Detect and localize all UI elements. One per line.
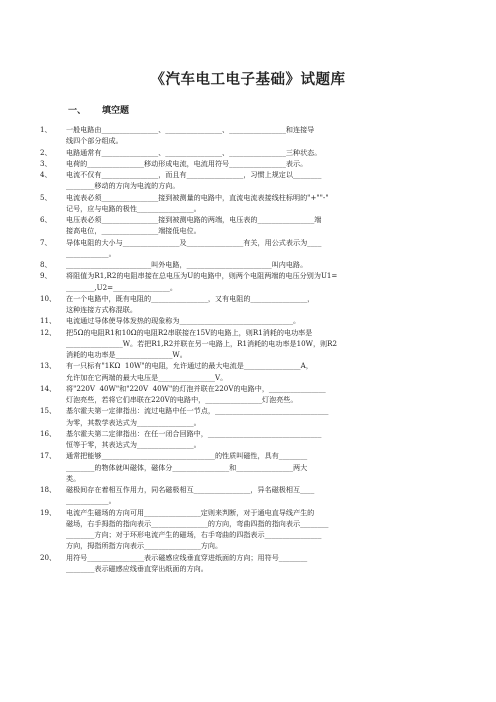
question-number: 15、 xyxy=(40,406,57,416)
question-text-continued: 消耗的电功率是________________W。 xyxy=(66,350,187,359)
question-item xyxy=(40,270,452,293)
question-item xyxy=(40,360,452,383)
question-number: 5、 xyxy=(40,192,52,202)
question-item xyxy=(40,192,452,215)
question-item xyxy=(40,293,452,316)
question-text-continued: 为零，其数学表达式为________________。 xyxy=(66,417,201,427)
question-text: 电荷的________________移动形成电流，电流用符号________________表示。 xyxy=(66,158,308,168)
page-title: 《汽车电工电子基础》试题库 xyxy=(150,71,346,88)
question-text-continued: 记号，应与电路的极性________________。 xyxy=(66,203,201,213)
question-number: 1、 xyxy=(40,125,52,134)
question-text: 电流通过导体使导体发热的现象称为________________________________。 xyxy=(66,316,301,326)
question-text: 一般电路由________________、________________、________________和连接导 xyxy=(66,125,315,134)
question-text: 基尔霍夫第二定律指出：在任一闭合回路中，________________________________ xyxy=(66,428,322,438)
question-text: 将阻值为R1,R2的电阻串接在总电压为U的电路中，则两个电阻两端的电压分别为U1= xyxy=(66,271,338,281)
question-number: 7、 xyxy=(40,237,52,247)
section-label: 填空题 xyxy=(102,106,130,116)
question-text-continued: 接高电位，________________端接低电位。 xyxy=(66,226,201,236)
question-number: 12、 xyxy=(40,327,57,337)
question-number: 20、 xyxy=(40,552,57,562)
question-number: 13、 xyxy=(40,361,57,371)
question-text: 电路通常有________________、________________、________________三种状态。 xyxy=(66,147,322,157)
question-item xyxy=(40,237,452,260)
question-text-continued: ________,U2=________________。 xyxy=(66,282,177,292)
question-item xyxy=(40,428,452,451)
question-text: 在一个电路中，既有电阻的________________，又有电阻的________________， xyxy=(66,293,315,303)
question-text-continued: ____________。 xyxy=(66,248,116,258)
question-text: 通常把能够________________________________的性质叫磁性，具有________ xyxy=(66,451,308,461)
question-text-continued: 磁场，右手拇指的指向表示________________的方向，弯曲四指的指向表示________ xyxy=(66,518,329,528)
question-item xyxy=(40,327,452,361)
question-item xyxy=(40,383,452,406)
question-text-continued: 类。 xyxy=(66,473,81,483)
question-number: 8、 xyxy=(40,260,52,269)
question-number: 17、 xyxy=(40,451,57,461)
question-text: 电流不仅有________________，而且有________________，习惯上规定以________ xyxy=(66,170,322,179)
question-item xyxy=(40,484,452,507)
question-list xyxy=(40,124,452,574)
question-number: 19、 xyxy=(40,507,57,517)
question-text-continued: ________移动的方向为电流的方向。 xyxy=(66,181,180,191)
question-text: 电流表必须________________接到被测量的电路中，直流电流表接线柱标明的"+""-" xyxy=(66,192,329,202)
question-item xyxy=(40,124,452,147)
question-item xyxy=(40,507,452,552)
question-text-continued: 这种连接方式称混联。 xyxy=(66,305,137,314)
question-text: 把5Ω的电阻R1和10Ω的电阻R2串联接在15V的电路上，则R1消耗的电功率是 xyxy=(66,327,313,337)
question-text-continued: 允许加在它两端的最大电压是________________V。 xyxy=(66,372,228,382)
question-text-continued: ________方向；对于环形电流产生的磁场，右手弯曲的四指表示________________ xyxy=(66,530,322,539)
question-item xyxy=(40,169,452,192)
question-text-continued: ________的物体就叫磁体，磁体分________________和________________两大 xyxy=(66,462,308,472)
question-number: 2、 xyxy=(40,147,52,157)
question-item xyxy=(40,552,452,575)
question-text: 将"220V 40W"和"220V 40W"的灯泡并联在220V的电路中，________________ xyxy=(66,383,326,393)
question-text-continued: ____________。 xyxy=(66,496,116,506)
question-text-continued: ________表示磁感应线垂直穿出纸面的方向。 xyxy=(66,563,208,573)
question-text-continued: 恒等于零，其表达式为________________。 xyxy=(66,440,201,449)
question-number: 9、 xyxy=(40,271,52,281)
question-number: 16、 xyxy=(40,428,57,438)
question-item xyxy=(40,214,452,237)
question-text-continued: ________________W。若把R1,R2并联在另一电路上，R1消耗的电功率是10W，则R2 xyxy=(66,338,337,348)
question-number: 18、 xyxy=(40,485,57,494)
section-number: 一、 xyxy=(68,106,87,116)
question-text: 电压表必须________________接到被测电路的两端，电压表的________________端 xyxy=(66,215,322,224)
question-number: 14、 xyxy=(40,383,57,393)
question-item xyxy=(40,147,452,158)
question-text: 磁极间存在着相互作用力，同名磁极相互________________，异名磁极相互____ xyxy=(66,485,315,494)
question-text-continued: 灯泡亮些，若将它们串联在220V的电路中，________________灯泡亮些。 xyxy=(66,395,298,404)
question-number: 6、 xyxy=(40,215,52,224)
question-text-continued: 线四个部分组成。 xyxy=(66,136,123,146)
question-text: 有一只标有"1KΩ 10W"的电阻，允许通过的最大电流是________________A， xyxy=(66,361,313,371)
question-number: 4、 xyxy=(40,170,52,179)
question-text: ________________________叫外电路，________________________叫内电路。 xyxy=(66,260,308,269)
question-number: 11、 xyxy=(40,316,57,326)
question-text: 基尔霍夫第一定律指出：流过电路中任一节点，________________________________ xyxy=(66,406,329,416)
question-text: 导体电阻的大小与________________及________________有关，用公式表示为____ xyxy=(66,237,322,247)
question-number: 10、 xyxy=(40,293,57,303)
question-text-continued: 方向，拇指所指方向表示________________方向。 xyxy=(66,541,223,551)
question-text: 用符号________________表示磁感应线垂直穿进纸面的方向；用符号________ xyxy=(66,552,308,562)
question-item xyxy=(40,158,452,169)
question-item xyxy=(40,405,452,428)
question-text: 电流产生磁场的方向可用________________定则来判断，对于通电直导线产生的 xyxy=(66,507,315,517)
question-item xyxy=(40,259,452,270)
question-item xyxy=(40,450,452,484)
question-item xyxy=(40,315,452,326)
section-heading xyxy=(68,103,129,116)
question-number: 3、 xyxy=(40,158,52,168)
